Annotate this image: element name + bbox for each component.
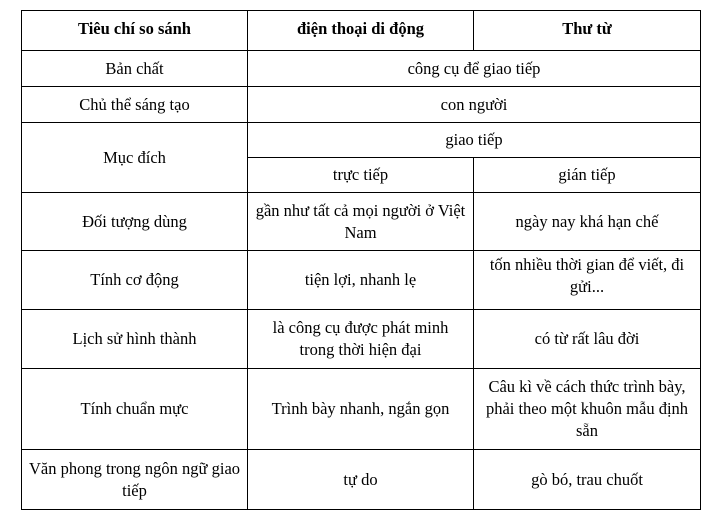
phone-cell: gần như tất cả mọi người ở Việt Nam xyxy=(248,193,474,251)
phone-cell: là công cụ được phát minh trong thời hiện đại xyxy=(248,310,474,369)
letter-cell: gò bó, trau chuốt xyxy=(474,450,701,510)
header-phone: điện thoại di động xyxy=(248,11,474,51)
phone-cell: tự do xyxy=(248,450,474,510)
letter-cell: Câu kì về cách thức trình bày, phải theo một khuôn mẫu định sẵn xyxy=(474,369,701,450)
criterion-cell: Mục đích xyxy=(22,123,248,193)
phone-cell: trực tiếp xyxy=(248,158,474,193)
phone-cell: Trình bày nhanh, ngắn gọn xyxy=(248,369,474,450)
header-criterion: Tiêu chí so sánh xyxy=(22,11,248,51)
criterion-cell: Lịch sử hình thành xyxy=(22,310,248,369)
table-row xyxy=(22,51,701,87)
criterion-cell: Chủ thể sáng tạo xyxy=(22,87,248,123)
criterion-cell: Tính cơ động xyxy=(22,251,248,310)
shared-value-cell: công cụ để giao tiếp xyxy=(248,51,701,87)
criterion-cell: Tính chuẩn mực xyxy=(22,369,248,450)
header-letter: Thư từ xyxy=(474,11,701,51)
table-row xyxy=(22,369,701,450)
header-row xyxy=(22,11,701,51)
phone-cell: tiện lợi, nhanh lẹ xyxy=(248,251,474,310)
table-row xyxy=(22,310,701,369)
criterion-cell: Đối tượng dùng xyxy=(22,193,248,251)
letter-cell: tốn nhiều thời gian để viết, đi gửi... xyxy=(474,251,701,310)
table-row xyxy=(22,123,701,158)
table-row xyxy=(22,251,701,310)
shared-value-cell: giao tiếp xyxy=(248,123,701,158)
letter-cell: gián tiếp xyxy=(474,158,701,193)
table-row xyxy=(22,87,701,123)
letter-cell: ngày nay khá hạn chế xyxy=(474,193,701,251)
shared-value-cell: con người xyxy=(248,87,701,123)
criterion-cell: Bản chất xyxy=(22,51,248,87)
comparison-table xyxy=(21,10,701,510)
table-row xyxy=(22,450,701,510)
letter-cell: có từ rất lâu đời xyxy=(474,310,701,369)
table-row xyxy=(22,193,701,251)
criterion-cell: Văn phong trong ngôn ngữ giao tiếp xyxy=(22,450,248,510)
